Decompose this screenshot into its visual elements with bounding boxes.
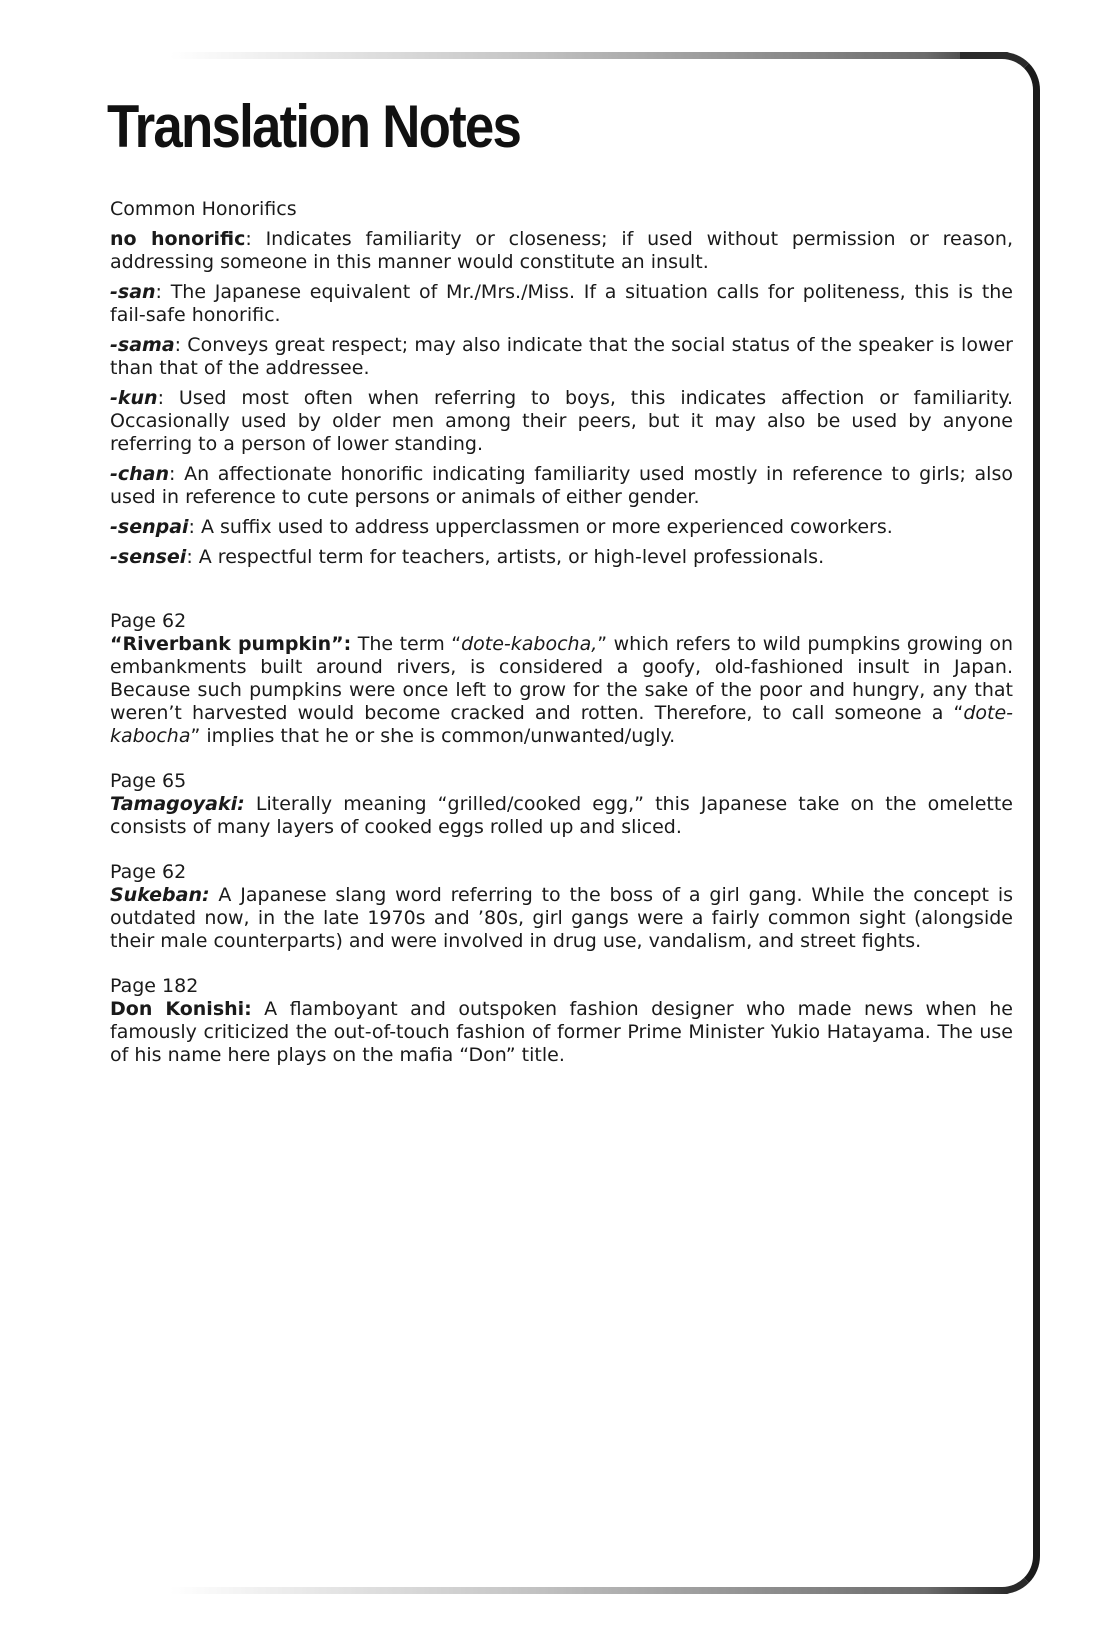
honorific-entry-kun bbox=[110, 387, 1013, 456]
note-text-part: A flamboyant and outspoken fashion designer who made news when he famously criticized the out-of-touch fashion of former Prime Minister Yukio Hatayama. The use of his name here plays on the mafia “Don” title. bbox=[110, 998, 1013, 1066]
honorific-definition: : Conveys great respect; may also indicate that the social status of the speaker is lower than that of the addressee. bbox=[110, 334, 1013, 379]
honorific-entry-sensei bbox=[110, 546, 1013, 569]
section-spacer bbox=[110, 576, 1013, 610]
honorific-entry-chan bbox=[110, 463, 1013, 509]
note-term: Sukeban: bbox=[110, 884, 210, 906]
note-page-ref: Page 182 bbox=[110, 975, 199, 997]
note-text-part: ” which refers to wild pumpkins growing on embankments built around rivers, is considered a goofy, old-fashioned insult in Japan. Because such pumpkins were once left to grow for the sake of the poor and hungry, any that weren’t harvested would become cracked and rotten. Therefore, to call someone a “ bbox=[110, 633, 1013, 724]
note-text bbox=[110, 998, 1013, 1067]
note-term: Don Konishi: bbox=[110, 998, 252, 1020]
note-text-part: A Japanese slang word referring to the boss of a girl gang. While the concept is outdated now, in the late 1970s and ’80s, girl gangs were a fairly common sight (alongside their male counterparts) and were involved in drug use, vandalism, and street fights. bbox=[110, 884, 1013, 952]
note-page-ref: Page 65 bbox=[110, 770, 187, 792]
note-page-ref: Page 62 bbox=[110, 861, 187, 883]
honorific-definition: : Indicates familiarity or closeness; if used without permission or reason, addressing someone in this manner would constitute an insult. bbox=[110, 228, 1013, 273]
honorific-entry-sama bbox=[110, 334, 1013, 380]
note-page-ref: Page 62 bbox=[110, 610, 187, 632]
honorific-definition: : Used most often when referring to boys, this indicates affection or familiarity. Occasionally used by older men among their peers, but it may also be used by anyone referring to a person of lower standing. bbox=[110, 387, 1013, 455]
honorific-definition: : An affectionate honorific indicating familiarity used mostly in reference to girls; also used in reference to cute persons or animals of either gender. bbox=[110, 463, 1013, 508]
honorific-entry-san bbox=[110, 281, 1013, 327]
note-tamagoyaki bbox=[110, 770, 1013, 839]
note-text bbox=[110, 793, 1013, 839]
note-italic-term: dote-kabocha, bbox=[461, 633, 598, 655]
honorific-entry-none bbox=[110, 228, 1013, 274]
note-text bbox=[110, 884, 1013, 953]
honorific-term: -sama bbox=[110, 334, 175, 356]
note-term: Tamagoyaki: bbox=[110, 793, 245, 815]
page-frame-bottom-border bbox=[170, 1587, 1010, 1594]
honorific-term: -sensei bbox=[110, 546, 187, 568]
note-text-part: The term “ bbox=[351, 633, 462, 655]
honorific-term: -senpai bbox=[110, 516, 189, 538]
note-text bbox=[110, 633, 1013, 748]
honorific-entry-senpai bbox=[110, 516, 1013, 539]
honorific-term: -kun bbox=[110, 387, 158, 409]
honorifics-heading: Common Honorifics bbox=[110, 198, 297, 220]
honorific-term: -chan bbox=[110, 463, 170, 485]
note-sukeban bbox=[110, 861, 1013, 953]
page-title: Translation Notes bbox=[107, 93, 521, 160]
honorific-definition: : A respectful term for teachers, artists, or high-level professionals. bbox=[186, 546, 825, 568]
honorific-definition: : A suffix used to address upperclassmen or more experienced coworkers. bbox=[188, 516, 893, 538]
honorific-term: no honorific bbox=[110, 228, 246, 250]
note-riverbank-pumpkin bbox=[110, 610, 1013, 748]
notes-content bbox=[110, 198, 1013, 1089]
note-text-part: ” implies that he or she is common/unwanted/ugly. bbox=[190, 725, 676, 747]
note-italic-term: dote-kabocha bbox=[110, 702, 1013, 747]
note-term: “Riverbank pumpkin”: bbox=[110, 633, 352, 655]
note-text-part: Literally meaning “grilled/cooked egg,” this Japanese take on the omelette consists of many layers of cooked eggs rolled up and sliced. bbox=[110, 793, 1013, 838]
page-frame-top-border bbox=[170, 52, 1010, 59]
honorific-definition: : The Japanese equivalent of Mr./Mrs./Miss. If a situation calls for politeness, this is the fail-safe honorific. bbox=[110, 281, 1013, 326]
note-don-konishi bbox=[110, 975, 1013, 1067]
honorific-term: -san bbox=[110, 281, 156, 303]
